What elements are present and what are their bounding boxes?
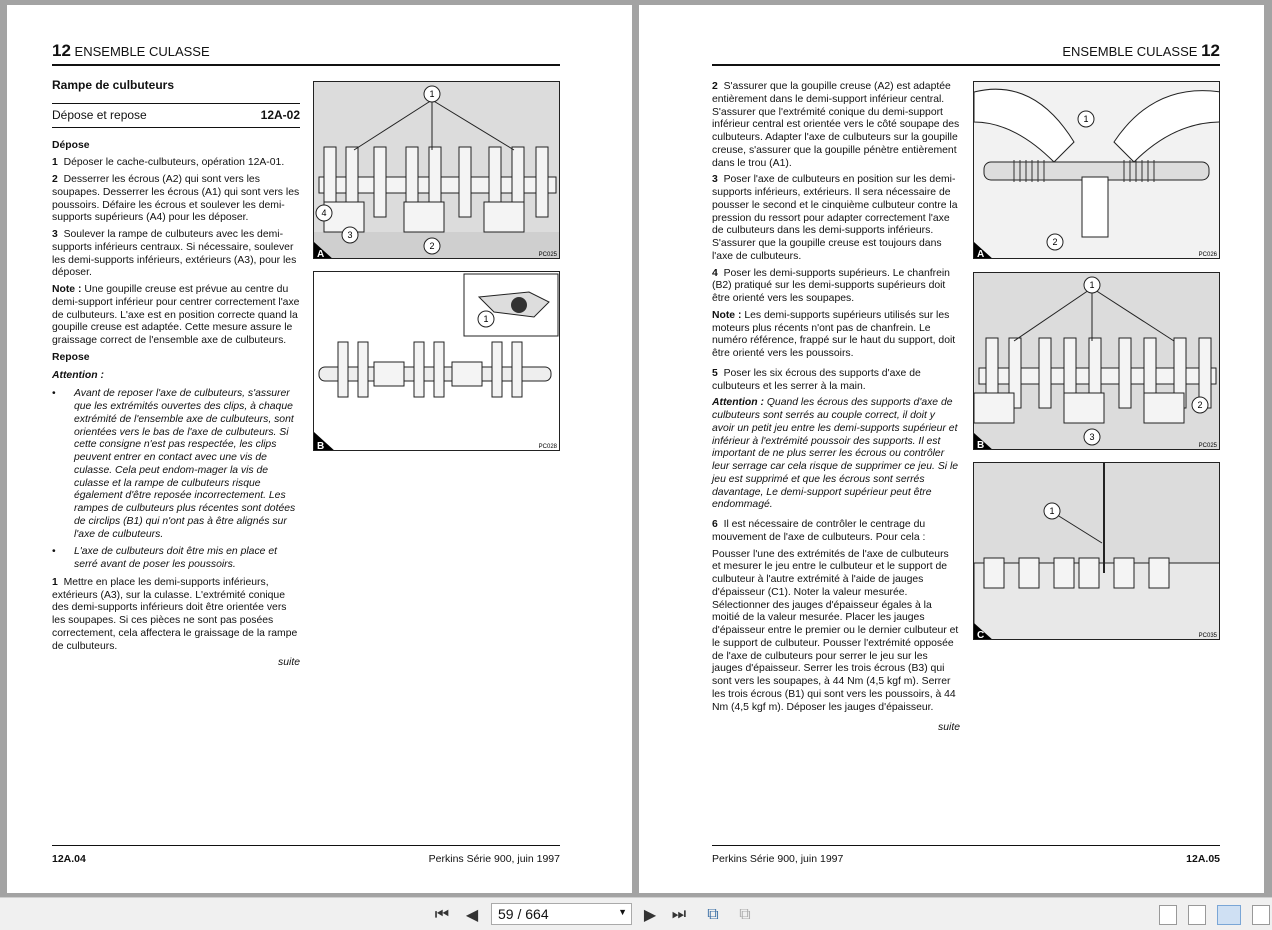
svg-text:B: B <box>317 441 325 451</box>
svg-text:PC035: PC035 <box>1198 633 1217 639</box>
figure-letter: A <box>317 249 325 259</box>
step: 3 Soulever la rampe de culbuteurs avec les demi-supports inférieurs centraux. Si nécessaire, soulever les demi-supports inférieurs, extérieurs (A3), pour les déposer. <box>52 229 297 279</box>
footer-publication: Perkins Série 900, juin 1997 <box>712 853 844 865</box>
rocker-assembly-illustration <box>314 82 560 259</box>
svg-text:1: 1 <box>1049 506 1055 516</box>
right-page <box>639 5 1264 893</box>
left-page <box>7 5 632 893</box>
suite-label: suite <box>278 657 300 669</box>
note: Note : Une goupille creuse est prévue au centre du demi-support inférieur pour centrer correctement l'axe de culbuteurs. L'axe est en position correcte quand la goupille creuse est adaptée. Cette mesure assure le graissage correct de l'ensemble axe de culbuteurs. <box>52 284 300 346</box>
svg-text:1: 1 <box>1089 280 1095 290</box>
step: 4 Poser les demi-supports supérieurs. Le chanfrein (B2) pratiqué sur les demi-supports supérieurs doit être orienté vers les soupapes. <box>712 267 950 304</box>
repose-heading: Repose <box>52 351 90 363</box>
svg-text:2: 2 <box>1197 400 1203 410</box>
rocker-shaft-illustration <box>314 272 560 451</box>
single-page-view-icon[interactable] <box>1159 905 1177 925</box>
right-text-column <box>712 81 960 739</box>
svg-text:PC026: PC026 <box>1198 252 1217 258</box>
previous-page-button[interactable]: ◀ <box>465 907 479 924</box>
chapter-header: ENSEMBLE CULASSE 12 <box>1062 41 1220 60</box>
chapter-header: 12 ENSEMBLE CULASSE <box>52 41 210 60</box>
two-page-continuous-view-icon[interactable] <box>1252 905 1270 925</box>
svg-text:2: 2 <box>429 241 435 251</box>
figure-a <box>973 81 1220 259</box>
rocker-assembly-illustration <box>974 273 1220 450</box>
left-text-column <box>52 79 300 674</box>
figure-b <box>973 272 1220 450</box>
figure-c <box>973 462 1220 640</box>
figure-code: PC025 <box>538 252 557 258</box>
step: 1 Déposer le cache-culbuteurs, opération 12A-01. <box>52 157 285 169</box>
pdf-toolbar <box>0 897 1272 930</box>
go-back-view-icon[interactable]: ⧉ <box>707 906 719 923</box>
step: 2 S'assurer que la goupille creuse (A2) est adaptée entièrement dans le demi-support inférieur central. S'assurer que l'extrémité conique du demi-support inférieur central est orientée vers le côté soupape des culbuteurs. Adapter l'axe de culbuteurs sur la goupille creuse, s'assurer que la goupille pénètre entièrement dans le trou (A1). <box>712 81 960 169</box>
attention: Attention : Quand les écrous des supports d'axe de culbuteurs sont serrés au couple correct, il doit y avoir un petit jeu entre les demi-supports supérieur et inférieur à l'extrémité poussoir des supports. Il est important de ne plus serrer les écrous ou contrôler leur serrage car cela risque de supprimer ce jeu. Si le jeu est supprimé et que les écrous sont serrés davantage, Le demi-support supérieur peut être endommagé. <box>712 397 959 511</box>
step: 2 Desserrer les écrous (A2) qui sont vers les soupapes. Desserrer les écrous (A1) qui sont vers les poussoirs. Défaire les écrous et soulever les demi-supports supérieurs (A4) pour les déposer. <box>52 174 300 224</box>
svg-text:1: 1 <box>1083 114 1089 124</box>
page-number-input[interactable]: 59 / 664 ▼ <box>491 903 632 925</box>
continuous-view-icon[interactable] <box>1188 905 1206 925</box>
step-detail: Pousser l'une des extrémités de l'axe de culbuteurs et mesurer le jeu entre le culbuteur et le support de culbuteur à l'autre extrémité à l'aide de jauges d'épaisseur (C1). Noter la valeur mesurée. Sélectionner des jauges d'épaisseur égales à la moitié de la valeur mesurée. Placer les jauges d'épaisseur entre le premier ou le dernier culbuteur et le support de culbuteur. Pousser l'extrémité opposée de l'axe de culbuteurs pour serrer le jeu sur les jauges d'épaisseur. Serrer les trois écrous (B3) qui sont vers les soupapes, à 44 Nm (4,5 kgf m). Serrer les trois écrous (B1) qui sont vers les poussoirs, à 44 Nm (4,5 kgf m). Déposer les jauges d'épaisseur. <box>712 548 959 713</box>
operation-title: Dépose et repose 12A-02 <box>52 103 300 128</box>
first-page-button[interactable]: ⏮ <box>434 906 450 923</box>
svg-text:1: 1 <box>483 314 489 324</box>
footer-publication: Perkins Série 900, juin 1997 <box>428 853 560 865</box>
svg-text:A: A <box>977 249 985 259</box>
last-page-button[interactable]: ⏭ <box>671 906 687 923</box>
suite-label: suite <box>938 722 960 734</box>
svg-text:1: 1 <box>429 89 435 99</box>
step: 3 Poser l'axe de culbuteurs en position sur les demi-supports inférieurs, extérieurs. Il sera nécessaire de pousser le second et le cinquième culbuteur contre la pression du ressort pour adapter correctement l'axe de culbuteurs dans les demi-supports inférieurs. S'assurer que la goupille creuse est toujours dans l'axe de culbuteurs. <box>712 174 958 262</box>
svg-text:C: C <box>977 630 985 640</box>
svg-text:3: 3 <box>347 230 353 240</box>
feeler-gauge-illustration <box>974 463 1220 640</box>
two-page-view-icon[interactable] <box>1217 905 1241 925</box>
step: 6 Il est nécessaire de contrôler le centrage du mouvement de l'axe de culbuteurs. Pour cela : <box>712 519 926 543</box>
page-number: 12A.05 <box>1186 853 1220 865</box>
note: Note : Les demi-supports supérieurs utilisés sur les moteurs plus récents n'ont pas de chanfrein. Le numéro référence, frappé sur le haut du support, doit être orienté vers les poussoirs. <box>712 309 956 359</box>
step: 5 Poser les six écrous des supports d'axe de culbuteurs et les serrer à la main. <box>712 367 921 392</box>
attention-label: Attention : <box>52 369 104 381</box>
section-title: Rampe de culbuteurs <box>52 78 175 92</box>
page-number: 12A.04 <box>52 853 86 865</box>
svg-text:4: 4 <box>321 208 327 218</box>
svg-text:2: 2 <box>1052 237 1058 247</box>
next-page-button[interactable]: ▶ <box>643 907 657 924</box>
bullet-item: • L'axe de culbuteurs doit être mis en place et serré avant de poser les poussoirs. <box>52 546 277 570</box>
depose-heading: Dépose <box>52 139 90 151</box>
svg-text:PC028: PC028 <box>538 444 557 450</box>
svg-text:B: B <box>977 440 985 450</box>
go-forward-view-icon[interactable]: ⧉ <box>739 906 751 923</box>
bullet-item: • Avant de reposer l'axe de culbuteurs, s'assurer que les extrémités ouvertes des clips, à chaque extrémité de l'ensemble axe de culbuteurs, sont orientées vers le bas de l'axe de culbuteurs. Si cette consigne n'est pas respectée, les clips peuvent entrer en contact avec une vis de culasse. Cela peut endom-mager la vis de culasse et la rampe de culbuteurs risque également d'être reposée incorrectement. Les rampes de culbuteurs plus récentes sont dotées de circlips (B1) qui n'ont pas à être alignés sur l'axe de culbuteurs. <box>52 388 296 540</box>
svg-text:PC025: PC025 <box>1198 443 1217 449</box>
chevron-down-icon[interactable]: ▼ <box>618 907 627 917</box>
hands-fitting-shaft-illustration <box>974 82 1220 259</box>
step: 1 Mettre en place les demi-supports inférieurs, extérieurs (A3), sur la culasse. L'extrémité conique des demi-supports inférieurs doit être orientée vers les soupapes. Si ces pièces ne sont pas posées correctement, cela affectera le graissage de la rampe de culbuteurs. <box>52 576 298 652</box>
figure-a <box>313 81 560 259</box>
svg-text:3: 3 <box>1089 432 1095 442</box>
figure-b <box>313 271 560 451</box>
